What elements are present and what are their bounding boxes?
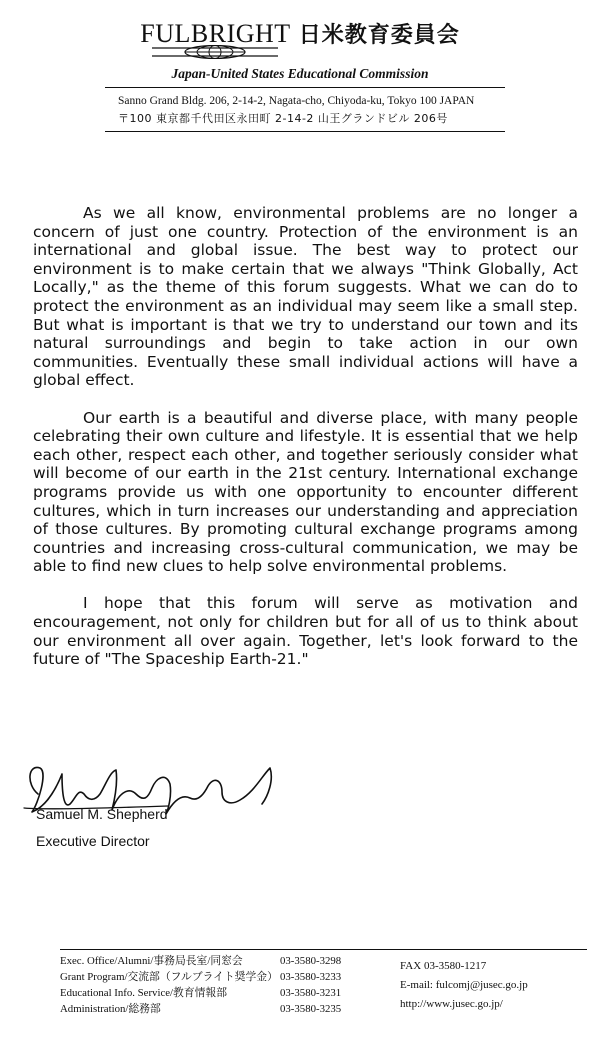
contact-label: Exec. Office/Alumni/事務局長室/同窓会 xyxy=(60,955,243,967)
contact-row xyxy=(60,1001,341,1017)
website-url: http://www.jusec.go.jp/ xyxy=(400,998,503,1010)
contact-label: Educational Info. Service/教育情報部 xyxy=(60,987,228,999)
footer-right-info xyxy=(400,957,528,1014)
signer-title: Executive Director xyxy=(36,833,150,849)
signer-name: Samuel M. Shepherd xyxy=(36,806,168,822)
contact-row xyxy=(60,969,341,985)
contact-phone: 03-3580-3235 xyxy=(280,1003,342,1015)
fulbright-logo xyxy=(140,21,290,59)
letterhead-logo xyxy=(0,18,600,59)
body-paragraph: Our earth is a beautiful and diverse place, with many people celebrating their own culture and lifestyle. It is essential that we help each other, respect each other, and together seriously consider what will become of our earth in the 21st century. International exchange programs provide us with one opportunity to encounter different cultures, which in turn increases our understanding and appreciation of those cultures. By promoting cultural exchange programs among countries and increasing cross-cultural communication, we may be able to find new clues to help solve environmental problems. xyxy=(33,408,578,576)
contact-phone: 03-3580-3233 xyxy=(280,971,342,983)
email-address: E-mail: fulcomj@jusec.go.jp xyxy=(400,979,528,991)
contact-row xyxy=(60,953,341,969)
body-paragraph: As we all know, environmental problems are no longer a concern of just one country. Protection of the environment is an international and global issue. The best way to protect our environment is to make certain that we always "Think Globally, Act Locally," as the theme of this forum suggests. What we can do to protect the environment as an individual may seem like a small step. But what is important is that we try to understand our town and its natural surroundings and begin to take action in our own communities. Eventually these small individual actions will have a global effect. xyxy=(33,204,578,390)
globe-icon xyxy=(152,45,278,59)
commission-name: Japan-United States Educational Commission xyxy=(171,66,429,81)
contact-label: Grant Program/交流部（フルブライト奨学金） xyxy=(60,971,278,983)
fax-number: FAX 03-3580-1217 xyxy=(400,960,487,972)
contact-label: Administration/総務部 xyxy=(60,1003,161,1015)
contact-phone: 03-3580-3298 xyxy=(280,955,342,967)
contact-row xyxy=(60,985,341,1001)
logo-japanese-name: 日米教育委員会 xyxy=(298,23,460,48)
address-japanese: 〒100 東京都千代田区永田町 2-14-2 山王グランドビル 206号 xyxy=(118,112,448,125)
header-rule-bottom xyxy=(105,131,505,132)
footer-rule xyxy=(60,949,587,950)
letter-body xyxy=(33,204,578,687)
address-english: Sanno Grand Bldg. 206, 2-14-2, Nagata-cho, Chiyoda-ku, Tokyo 100 JAPAN xyxy=(118,95,475,107)
footer-contacts xyxy=(60,953,341,1017)
header-rule-top xyxy=(105,87,505,88)
logo-wordmark: FULBRIGHT xyxy=(140,19,291,48)
contact-phone: 03-3580-3231 xyxy=(280,987,342,999)
body-paragraph: I hope that this forum will serve as motivation and encouragement, not only for children but for all of us to think about our environment all over again. Together, let's look forward to the future of "The Spaceship Earth-21." xyxy=(33,594,578,669)
